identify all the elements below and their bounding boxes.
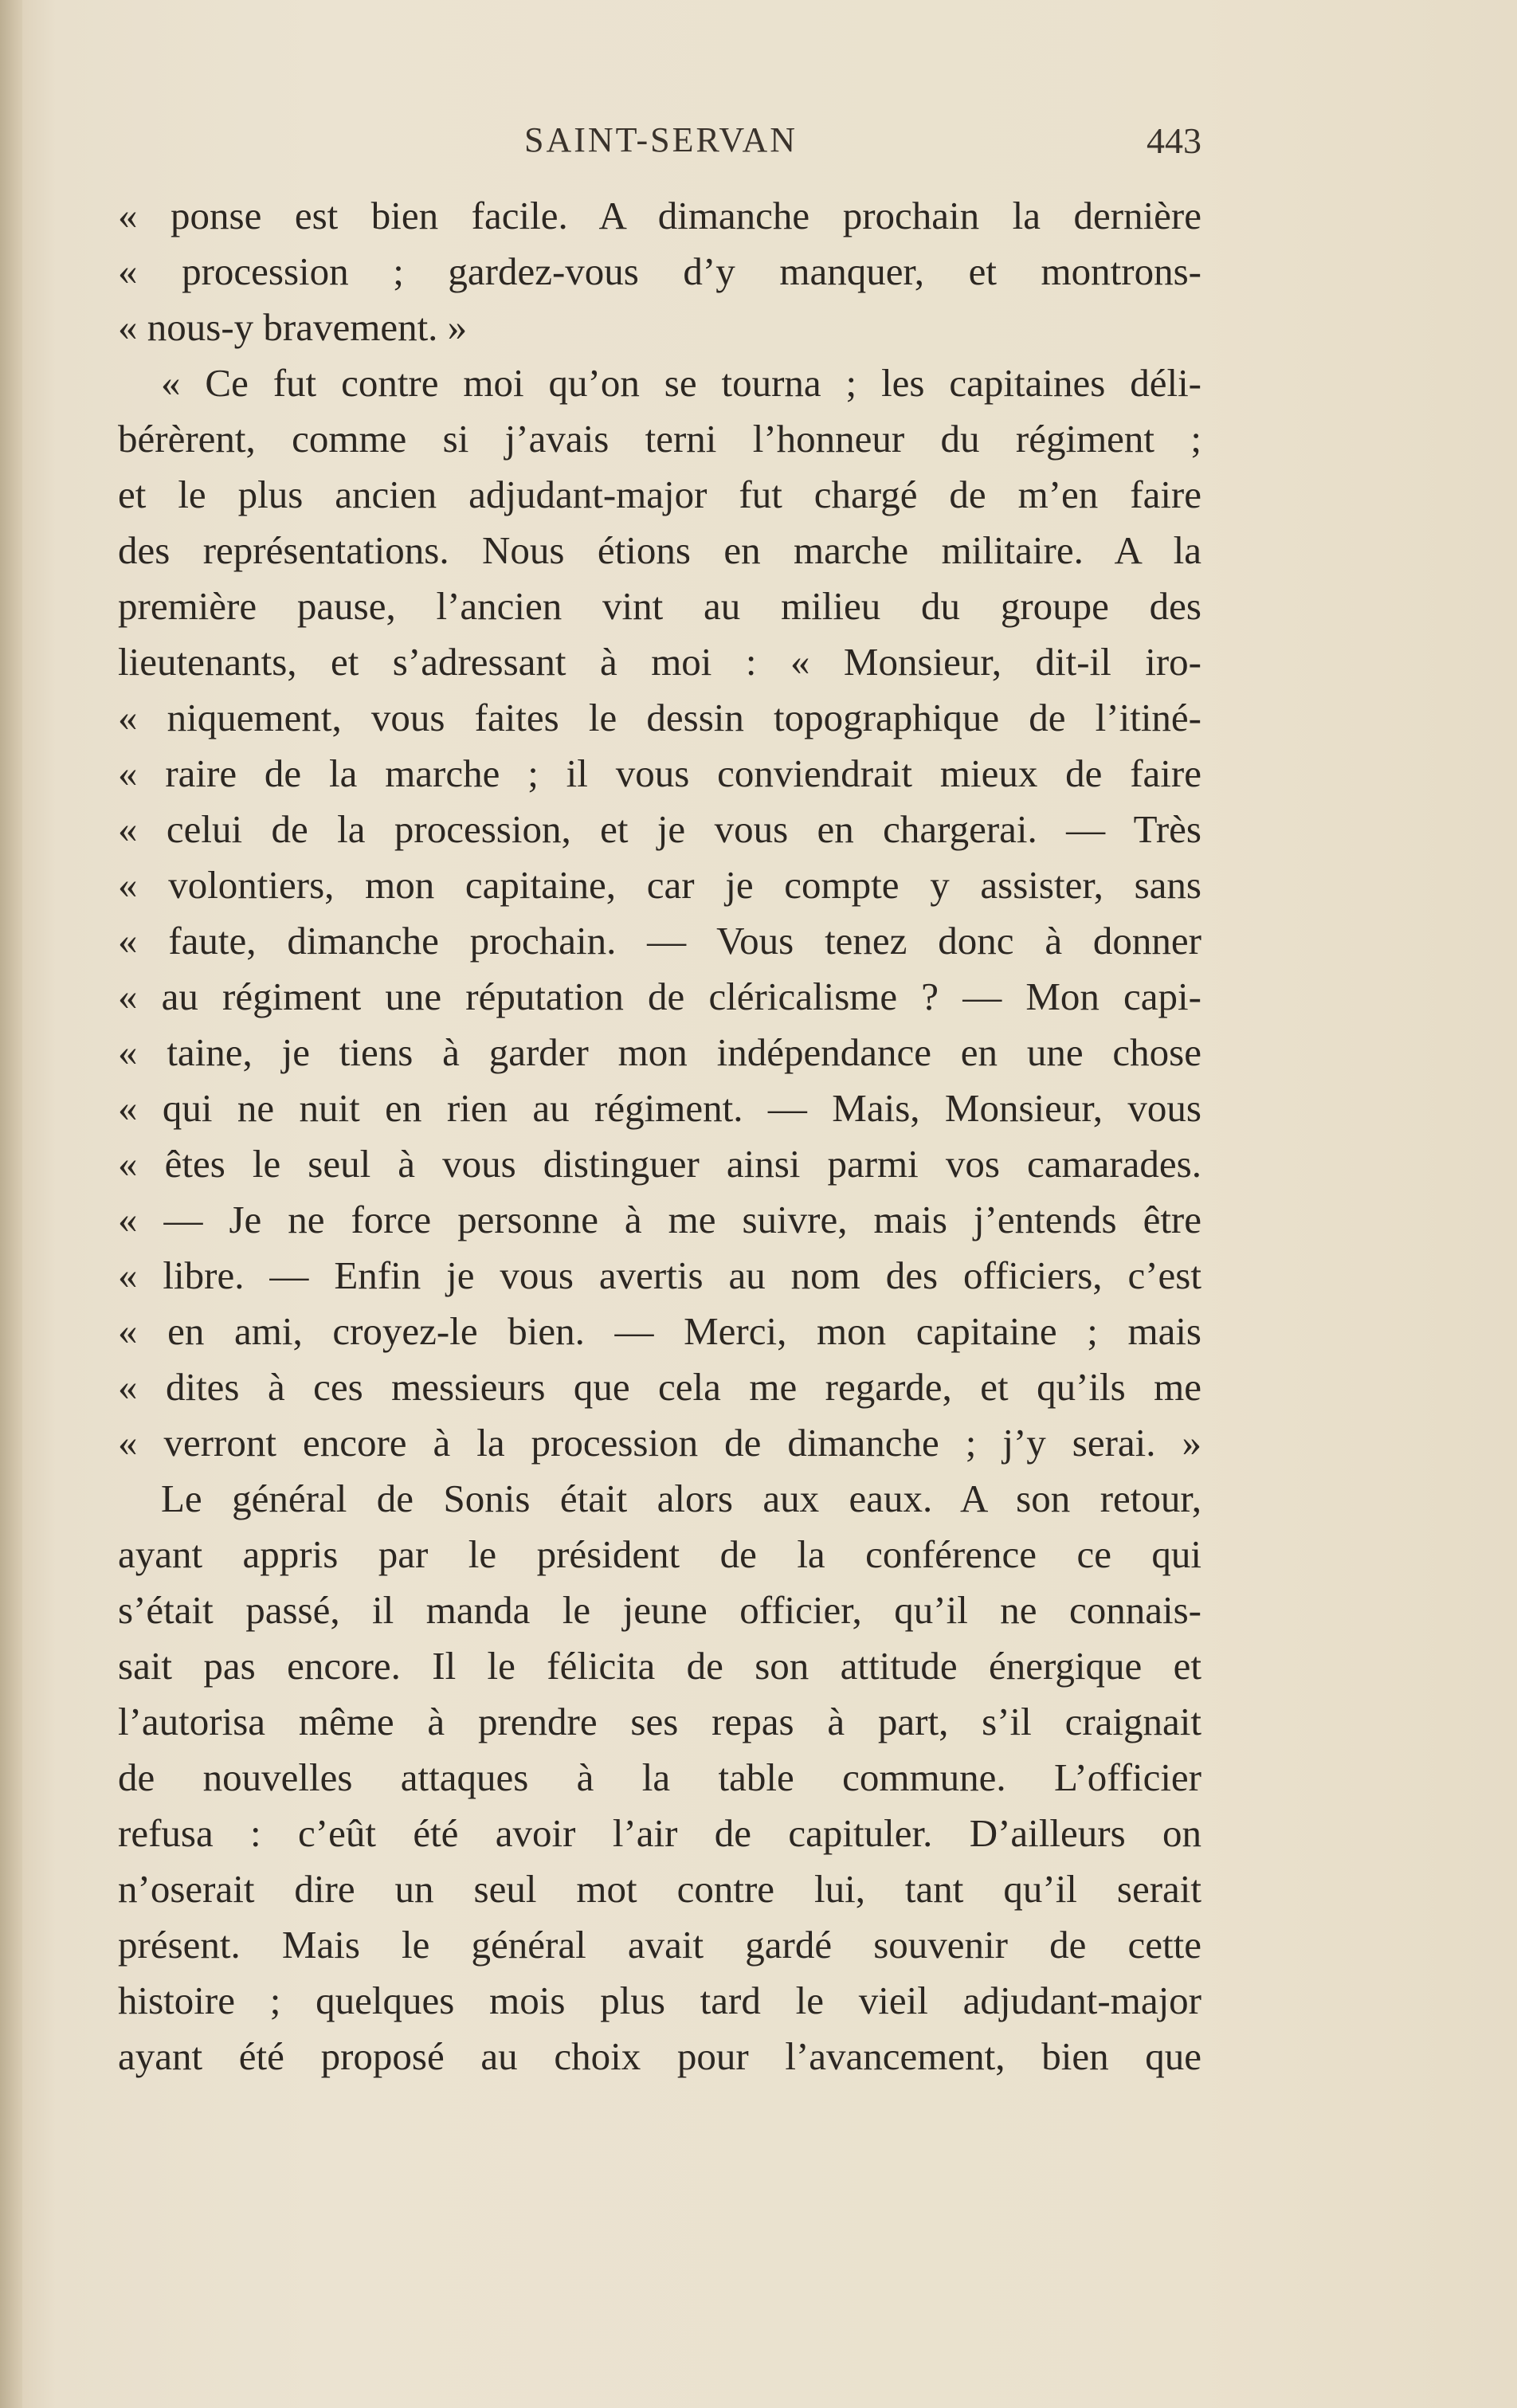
page-number: 443 [1147, 120, 1201, 161]
text-line: « — Je ne force personne à me suivre, mais j’entends être [118, 1198, 1201, 1241]
text-line: « volontiers, mon capitaine, car je compte y assister, sans [118, 863, 1201, 907]
text-line: « dites à ces messieurs que cela me regarde, et qu’ils me [118, 1365, 1201, 1409]
text-line: « libre. — Enfin je vous avertis au nom des officiers, c’est [118, 1253, 1201, 1297]
text-line: « raire de la marche ; il vous conviendrait mieux de faire [118, 751, 1201, 795]
text-line: ayant appris par le président de la conférence ce qui [118, 1532, 1201, 1576]
text-line: bérèrent, comme si j’avais terni l’honneur du régiment ; [118, 417, 1201, 461]
text-line: l’autorisa même à prendre ses repas à part, s’il craignait [118, 1700, 1201, 1743]
text-line: s’était passé, il manda le jeune officier, qu’il ne connais- [118, 1588, 1201, 1632]
text-line: histoire ; quelques mois plus tard le vieil adjudant-major [118, 1979, 1201, 2022]
page-header [118, 120, 1201, 167]
text-line: « niquement, vous faites le dessin topographique de l’itiné- [118, 696, 1201, 739]
text-line: « faute, dimanche prochain. — Vous tenez donc à donner [118, 919, 1201, 963]
text-line: lieutenants, et s’adressant à moi : « Monsieur, dit-il iro- [118, 640, 1201, 684]
text-line: « en ami, croyez-le bien. — Merci, mon capitaine ; mais [118, 1309, 1201, 1353]
body-text [118, 188, 1201, 2084]
text-line: « taine, je tiens à garder mon indépendance en une chose [118, 1030, 1201, 1074]
text-line: des représentations. Nous étions en marche militaire. A la [118, 528, 1201, 572]
text-line: refusa : c’eût été avoir l’air de capituler. D’ailleurs on [118, 1811, 1201, 1855]
text-line: « verront encore à la procession de dimanche ; j’y serai. » [118, 1421, 1201, 1465]
text-line: présent. Mais le général avait gardé souvenir de cette [118, 1923, 1201, 1967]
page-gutter-shadow [0, 0, 22, 2408]
text-line: première pause, l’ancien vint au milieu du groupe des [118, 584, 1201, 628]
text-line: de nouvelles attaques à la table commune. L’officier [118, 1755, 1201, 1799]
text-line: « celui de la procession, et je vous en chargerai. — Très [118, 807, 1201, 851]
text-line: n’oserait dire un seul mot contre lui, tant qu’il serait [118, 1867, 1201, 1911]
text-line: ayant été proposé au choix pour l’avancement, bien que [118, 2034, 1201, 2078]
text-line: « Ce fut contre moi qu’on se tourna ; les capitaines déli- [161, 361, 1201, 405]
running-head: SAINT-SERVAN [524, 120, 798, 159]
text-line: « procession ; gardez-vous d’y manquer, et montrons- [118, 249, 1201, 293]
text-line: « qui ne nuit en rien au régiment. — Mais, Monsieur, vous [118, 1086, 1201, 1130]
text-line: « nous-y bravement. » [118, 305, 468, 349]
text-line: Le général de Sonis était alors aux eaux. A son retour, [161, 1477, 1201, 1520]
text-line: « ponse est bien facile. A dimanche prochain la dernière [118, 194, 1201, 237]
text-line: sait pas encore. Il le félicita de son attitude énergique et [118, 1644, 1201, 1688]
text-line: « êtes le seul à vous distinguer ainsi parmi vos camarades. [118, 1142, 1201, 1186]
text-line: « au régiment une réputation de cléricalisme ? — Mon capi- [118, 975, 1201, 1018]
text-line: et le plus ancien adjudant-major fut chargé de m’en faire [118, 473, 1201, 516]
